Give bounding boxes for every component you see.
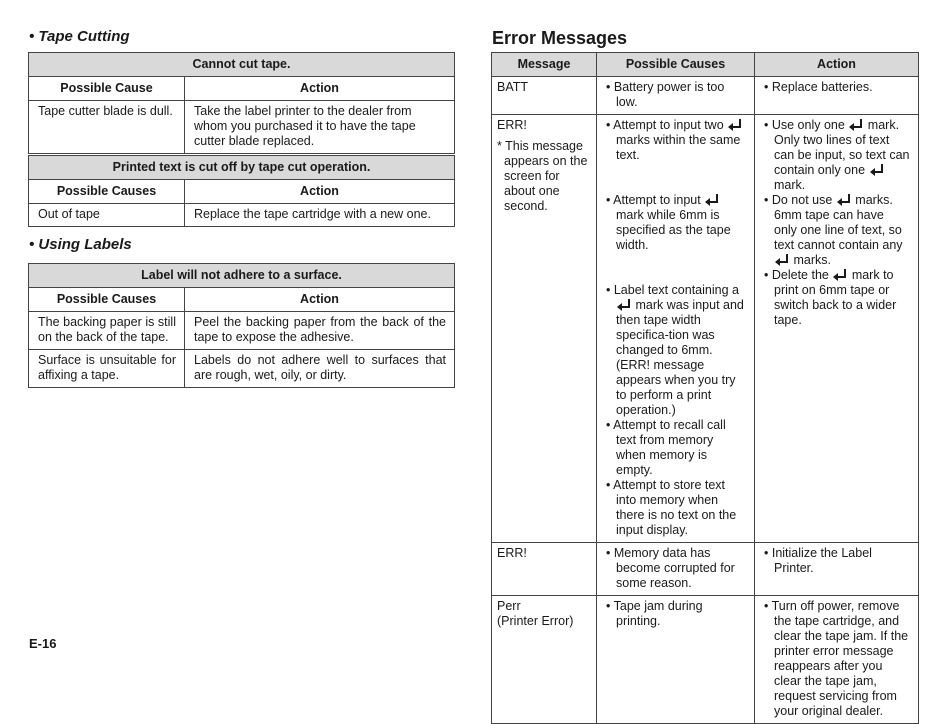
action-cell: Take the label printer to the dealer from whom you purchased it to have the tape cutter blade replaced. xyxy=(185,101,455,154)
enter-icon xyxy=(618,299,630,308)
action-cell: Peel the backing paper from the back of the tape to expose the adhesive. xyxy=(185,312,455,350)
col-header: Possible Causes xyxy=(29,180,185,204)
enter-icon xyxy=(838,194,850,203)
action-cell xyxy=(755,596,919,724)
cause-cell: Surface is unsuitable for affixing a tape. xyxy=(29,350,185,388)
list-item: • Turn off power, remove the tape cartridge, and clear the tape jam. If the printer error message reappears after you clear the tape jam, request servicing from your original dealer. xyxy=(764,599,909,718)
col-header-message: Message xyxy=(492,53,597,77)
table-row xyxy=(29,312,455,350)
table-row xyxy=(492,77,919,115)
list-item: • Do not use marks. 6mm tape can have only one line of text, so text cannot contain any marks. xyxy=(764,193,903,267)
list-item: • Label text containing a mark was input and then tape width specifica-tion was changed to 6mm. (ERR! message appears when you try to perform a print operation.) xyxy=(606,283,744,417)
action-cell: Replace the tape cartridge with a new one. xyxy=(185,204,455,227)
list-item: • Tape jam during printing. xyxy=(606,599,703,628)
enter-icon xyxy=(871,164,883,173)
action-cell: Labels do not adhere well to surfaces that are rough, wet, oily, or dirty. xyxy=(185,350,455,388)
cannot-cut-table xyxy=(28,52,455,154)
table-row xyxy=(29,350,455,388)
table-row xyxy=(492,543,919,596)
cause-cell: The backing paper is still on the back of the tape. xyxy=(29,312,185,350)
cause-cell: Tape cutter blade is dull. xyxy=(29,101,185,154)
list-item: • Attempt to store text into memory when there is no text on the input display. xyxy=(606,478,737,537)
enter-icon xyxy=(729,119,741,128)
causes-cell xyxy=(597,115,755,543)
cause-cell: Out of tape xyxy=(29,204,185,227)
list-item: • Use only one mark. Only two lines of text can be input, so text can contain only one mark. xyxy=(764,118,910,192)
message-cell: BATT xyxy=(492,77,597,115)
message-cell: ERR! xyxy=(492,543,597,596)
col-header: Possible Causes xyxy=(29,288,185,312)
label-adhere-table xyxy=(28,263,455,388)
table-title: Label will not adhere to a surface. xyxy=(29,264,455,288)
causes-cell xyxy=(597,596,755,724)
text-cut-off-table xyxy=(28,155,455,227)
col-header: Action xyxy=(185,77,455,101)
error-messages-table xyxy=(491,52,919,724)
page-number: E-16 xyxy=(29,636,57,651)
col-header: Action xyxy=(185,180,455,204)
list-item: • Delete the mark to print on 6mm tape or switch back to a wider tape. xyxy=(764,268,897,327)
tape-cutting-heading: • Tape Cutting xyxy=(29,28,130,45)
enter-icon xyxy=(834,269,846,278)
list-item: • Initialize the Label Printer. xyxy=(764,546,872,575)
causes-cell xyxy=(597,543,755,596)
enter-icon xyxy=(850,119,862,128)
table-row xyxy=(29,101,455,154)
action-cell xyxy=(755,115,919,543)
table-title: Cannot cut tape. xyxy=(29,53,455,77)
col-header: Possible Cause xyxy=(29,77,185,101)
table-row xyxy=(492,596,919,724)
col-header: Action xyxy=(185,288,455,312)
message-note: * This message appears on the screen for about one second. xyxy=(497,139,588,213)
list-item: • Attempt to input two marks within the same text. xyxy=(606,118,741,162)
list-item: • Attempt to recall call text from memory when memory is empty. xyxy=(606,418,726,477)
list-item: • Attempt to input mark while 6mm is specified as the tape width. xyxy=(606,193,731,252)
causes-cell xyxy=(597,77,755,115)
table-row xyxy=(492,115,919,543)
col-header-causes: Possible Causes xyxy=(597,53,755,77)
enter-icon xyxy=(706,194,718,203)
col-header-action: Action xyxy=(755,53,919,77)
list-item: • Battery power is too low. xyxy=(606,80,725,109)
message-cell: Perr (Printer Error) xyxy=(492,596,597,724)
action-cell xyxy=(755,77,919,115)
action-cell xyxy=(755,543,919,596)
using-labels-heading: • Using Labels xyxy=(29,236,132,253)
error-messages-heading: Error Messages xyxy=(492,28,628,48)
table-row xyxy=(29,204,455,227)
message-cell: ERR! * This message appears on the screen for about one second. xyxy=(492,115,597,543)
list-item: • Memory data has become corrupted for some reason. xyxy=(606,546,735,590)
list-item: • Replace batteries. xyxy=(764,80,873,94)
table-title: Printed text is cut off by tape cut operation. xyxy=(29,156,455,180)
enter-icon xyxy=(776,254,788,263)
